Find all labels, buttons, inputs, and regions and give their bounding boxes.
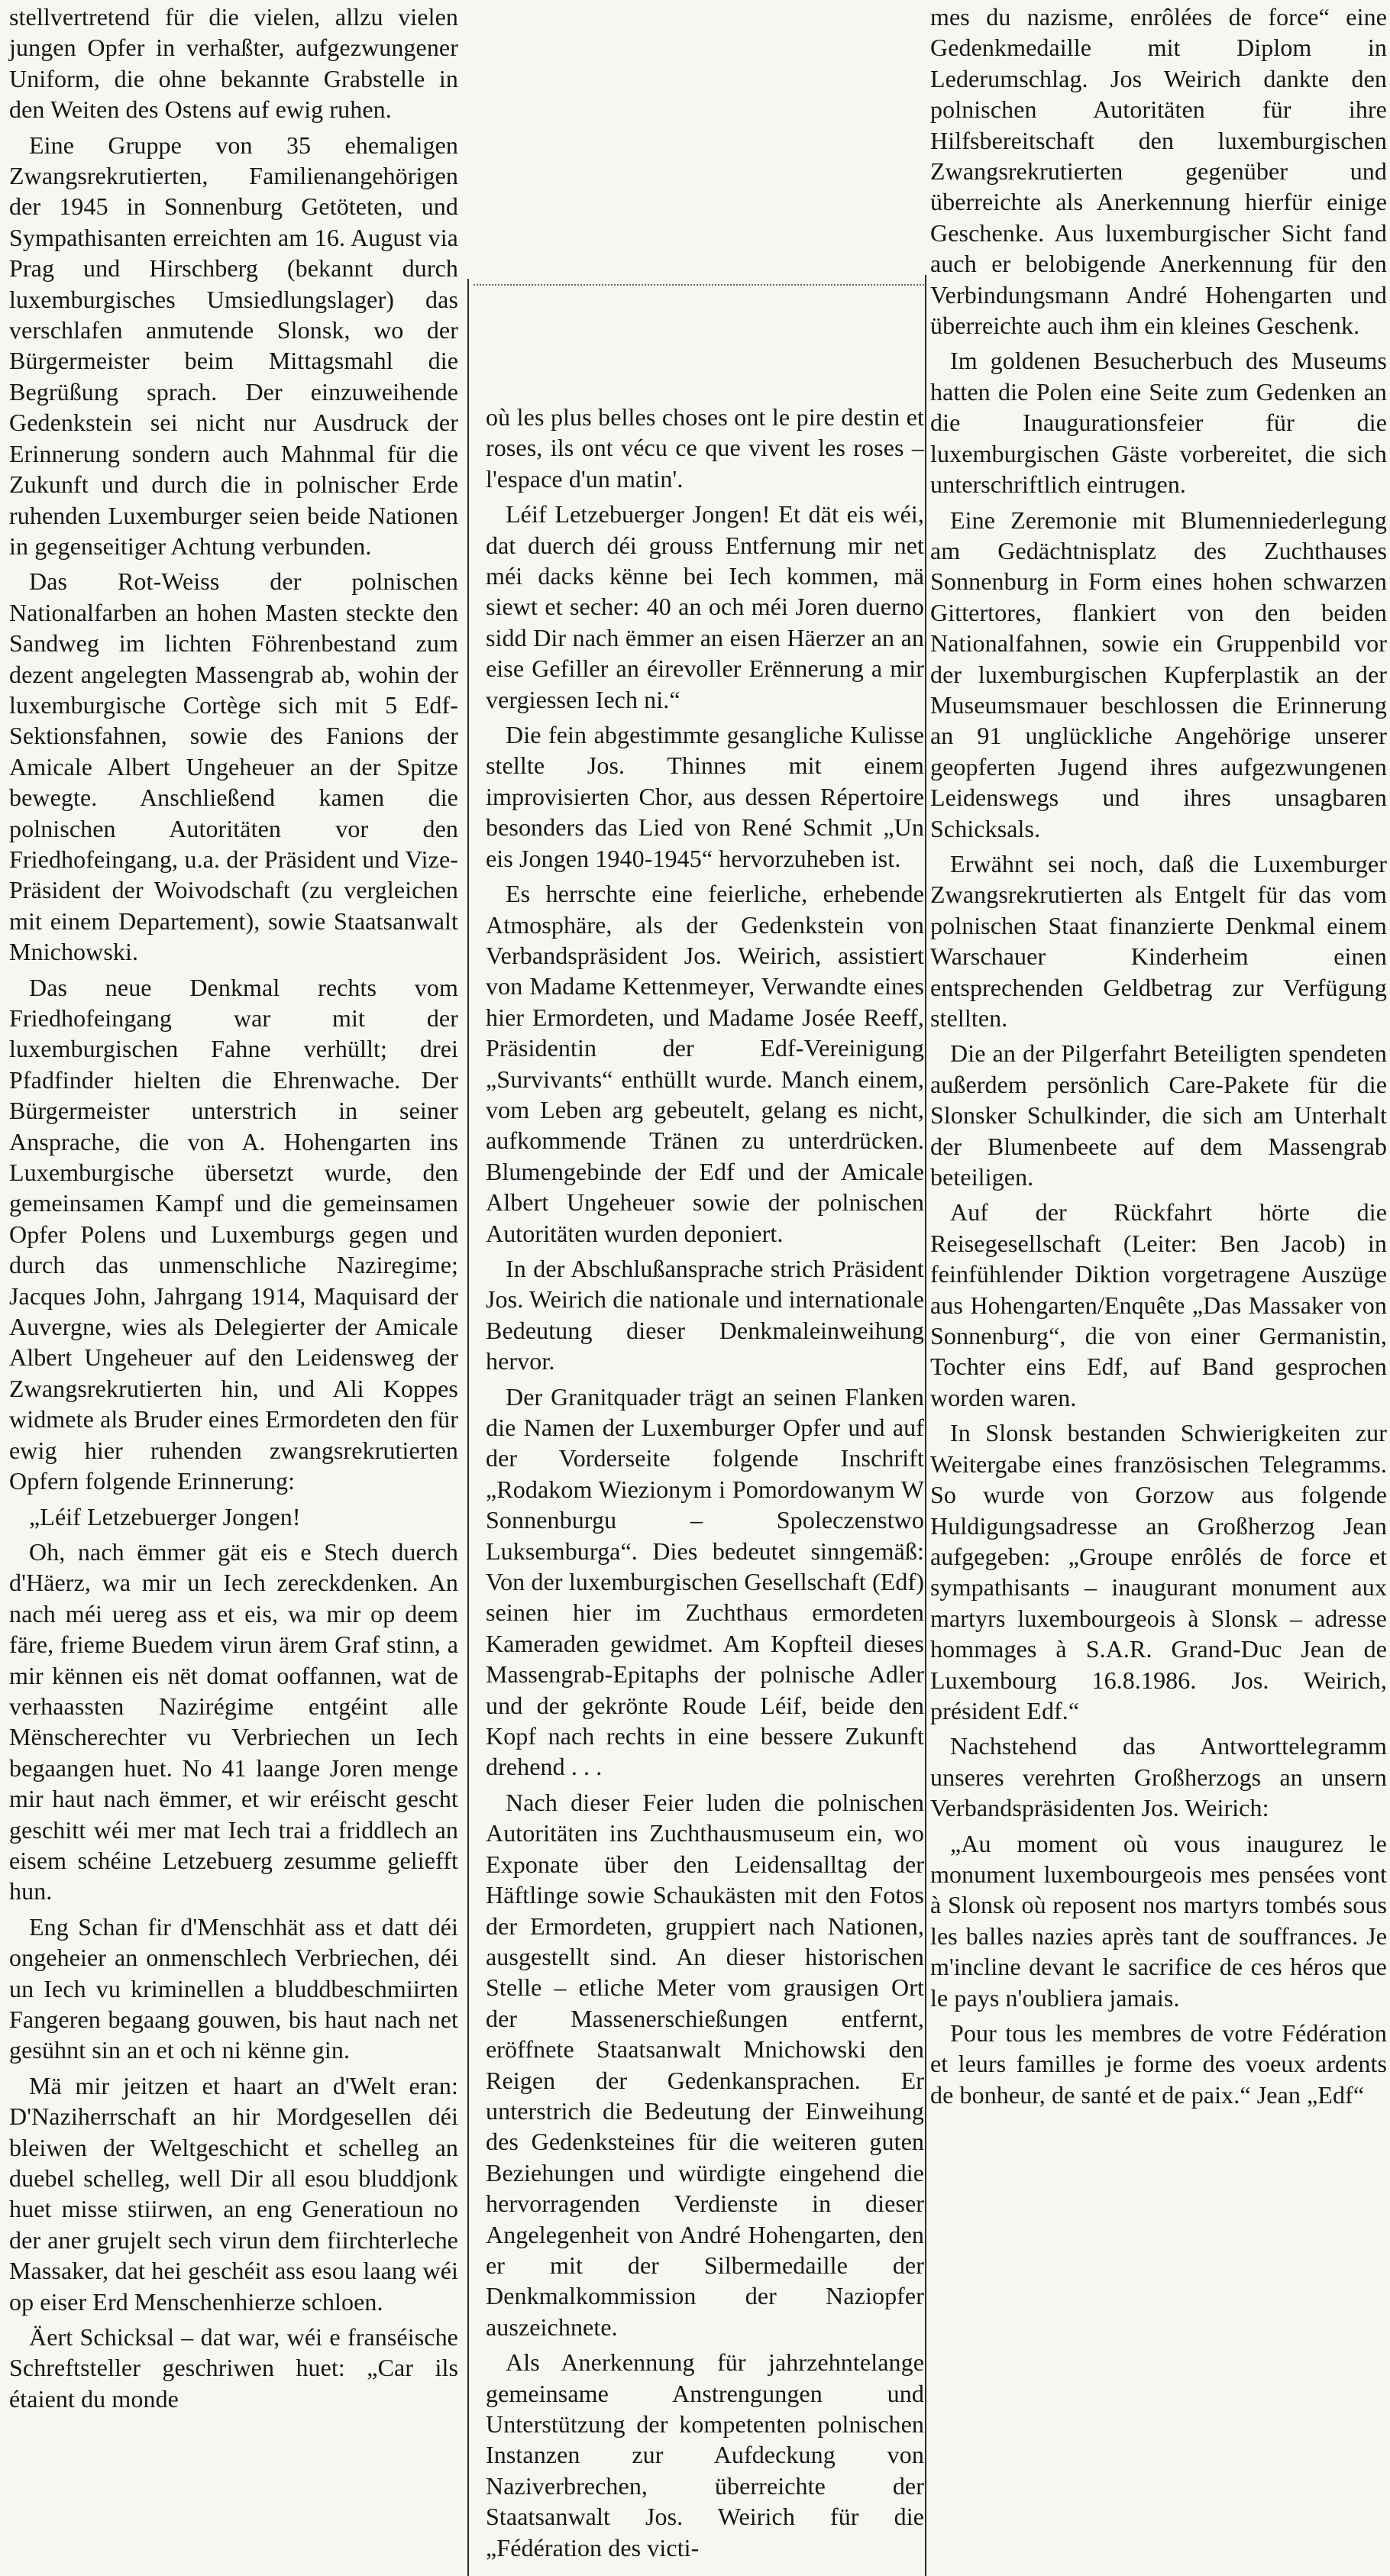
paragraph: Als Anerkennung für jahrzehntelange gemeinsame Anstrengungen und Unterstützung der kompetenten polnischen Instanzen zur Aufdeckung von Naziverbrechen, überreichte der Staatsanwalt Jos. Weirich für die „Fédération des victi- xyxy=(486,2348,924,2561)
paragraph: Die an der Pilgerfahrt Beteiligten spendeten außerdem persönlich Care-Pakete für die Slonsker Schulkinder, die sich am Unterhalt der Blumenbeete auf dem Massengrab beteiligen. xyxy=(930,1039,1387,1191)
article-column-3 xyxy=(930,2,1387,2115)
paragraph: Es herrschte eine feierliche, erhebende Atmosphäre, als der Gedenkstein von Verbandspräsident Jos. Weirich, assistiert von Madame Kettenmeyer, Verwandte eines hier Ermordeten, und Madame Josée Reeff, Präsidentin der Edf-Vereinigung „Survivants“ enthüllt wurde. Manch einem, vom Leben arg gebeutelt, gelang es nicht, aufkommende Tränen zu unterdrücken. Blumengebinde der Edf und der Amicale Albert Ungeheuer sowie der polnischen Autoritäten wurden deponiert. xyxy=(486,880,924,1247)
paragraph: Auf der Rückfahrt hörte die Reisegesellschaft (Leiter: Ben Jacob) in feinfühlender Diktion vorgetragene Auszüge aus Hohengarten/Enquête „Das Massaker von Sonnenburg“, die von einer Germanistin, Tochter eins Edf, auf Band gesprochen worden waren. xyxy=(930,1198,1387,1411)
paragraph: In der Abschlußansprache strich Präsident Jos. Weirich die nationale und internationale Bedeutung dieser Denkmaleinweihung hervor. xyxy=(486,1254,924,1375)
paragraph: Erwähnt sei noch, daß die Luxemburger Zwangsrekrutierten als Entgelt für das vom polnischen Staat finanzierte Denkmal einem Warschauer Kinderheim einen entsprechenden Geldbetrag zur Verfügung stellten. xyxy=(930,849,1387,1032)
article-column-2 xyxy=(486,402,924,2568)
column-top-rule xyxy=(474,284,924,286)
paragraph: Das Rot-Weiss der polnischen Nationalfarben an hohen Masten steckte den Sandweg im lichten Föhrenbestand zum dezent angelegten Massengrab ab, wohin der luxemburgische Cortège sich mit 5 Edf-Sektionsfahnen, sowie des Fanions der Amicale Albert Ungeheuer an der Spitze bewegte. Anschließend kamen die polnischen Autoritäten vor den Friedhofeingang, u.a. der Präsident und Vize-Präsident der Woivodschaft (zu vergleichen mit einem Departement), sowie Staatsanwalt Mnichowski. xyxy=(9,567,458,966)
paragraph: Mä mir jeitzen et haart an d'Welt eran: D'Naziherrschaft an hir Mordgesellen déi bleiwen der Weltgeschicht et schelleg an duebel schelleg, well Dir all esou bluddjonk huet misse stiirwen, an eng Generatioun no der aner grujelt sech virun dem fiirchterleche Massaker, dat hei geschéit ass esou laang wéi op eiser Erd Menschenhierze schloen. xyxy=(9,2071,458,2316)
paragraph: Das neue Denkmal rechts vom Friedhofeingang war mit der luxemburgischen Fahne verhüllt; drei Pfadfinder hielten die Ehrenwache. Der Bürgermeister unterstrich in seiner Ansprache, die von A. Hohengarten ins Luxemburgische übersetzt wurde, den gemeinsamen Kampf und die gemeinsamen Opfer Polens und Luxemburgs gegen und durch das unmenschliche Naziregime; Jacques John, Jahrgang 1914, Maquisard der Auvergne, wies als Delegierter der Amicale Albert Ungeheuer auf den Leidensweg der Zwangsrekrutierten hin, und Ali Koppes widmete als Bruder eines Ermordeten den für ewig hier ruhenden zwangsrekrutierten Opfern folgende Erinnerung: xyxy=(9,973,458,1495)
paragraph: Eine Zeremonie mit Blumenniederlegung am Gedächtnisplatz des Zuchthauses Sonnenburg in Form eines hohen schwarzen Gittertores, flankiert von den beiden Nationalfahnen, sowie ein Gruppenbild vor der luxemburgischen Kupferplastik an der Museumsmauer beschlossen die Erinnerung an 91 unglückliche Angehörige unserer geopferten Jugend ihres aufgezwungenen Leidenswegs und ihres unsagbaren Schicksals. xyxy=(930,506,1387,842)
paragraph: Pour tous les membres de votre Fédération et leurs familles je forme des voeux ardents de bonheur, de santé et de paix.“ Jean „Edf“ xyxy=(930,2019,1387,2109)
paragraph: „Au moment où vous inaugurez le monument luxembourgeois mes pensées vont à Slonsk où reposent nos martyrs tombés sous les balles nazies après tant de souffrances. Je m'incline devant le sacrifice de ces héros que le pays n'oubliera jamais. xyxy=(930,1829,1387,2012)
paragraph: Die fein abgestimmte gesangliche Kulisse stellte Jos. Thinnes mit einem improvisierten Chor, aus dessen Répertoire besonders das Lied von René Schmit „Un eis Jongen 1940-1945“ hervorzuheben ist. xyxy=(486,721,924,872)
paragraph: „Léif Letzebuerger Jongen! xyxy=(29,1502,301,1530)
paragraph: mes du nazisme, enrôlées de force“ eine Gedenkmedaille mit Diplom in Lederumschlag. Jos Weirich dankte den polnischen Autoritäten für ihre Hilfsbereitschaft den luxemburgischen Zwangsrekrutierten gegenüber und überreichte als Anerkennung hierfür einige Geschenke. Aus luxemburgischer Sicht fand auch er belobigende Anerkennung für den Verbindungsmann André Hohengarten und überreichte auch ihm ein kleines Geschenk. xyxy=(930,3,1387,340)
paragraph: Der Granitquader trägt an seinen Flanken die Namen der Luxemburger Opfer und auf der Vorderseite folgende Inschrift „Rodakom Wiezionym i Pomordowanym W Sonnenburgu – Spoleczenstwo Luksemburga“. Dies bedeutet sinngemäß: Von der luxemburgischen Gesellschaft (Edf) seinen hier im Zuchthaus ermordeten Kameraden gewidmet. Am Kopfteil dieses Massengrab-Epitaphs der polnische Adler und der gekrönte Roude Léif, beide den Kopf nach rechts in eine bessere Zukunft drehend . . . xyxy=(486,1382,924,1781)
paragraph: Eine Gruppe von 35 ehemaligen Zwangsrekrutierten, Familienangehörigen der 1945 in Sonnenburg Getöteten, und Sympathisanten erreichten am 16. August via Prag und Hirschberg (bekannt durch luxemburgisches Umsiedlungslager) das verschlafen anmutende Slonsk, wo der Bürgermeister beim Mittagsmahl die Begrüßung sprach. Der einzuweihende Gedenkstein sei nicht nur Ausdruck der Erinnerung sondern auch Mahnmal für die Zukunft und durch die in polnischer Erde ruhenden Luxemburger seien beide Nationen in gegenseitiger Achtung verbunden. xyxy=(9,131,458,560)
column-divider-right xyxy=(925,275,926,2576)
paragraph: Eng Schan fir d'Menschhät ass et datt déi ongeheier an onmenschlech Verbriechen, déi un Iech vu kriminellen a bluddbeschmiirten Fangeren begaang gouwen, bis haut nach net gesühnt sin an et och ni kënne gin. xyxy=(9,1912,458,2064)
paragraph: In Slonsk bestanden Schwierigkeiten zur Weitergabe eines französischen Telegramms. So wurde von Gorzow aus folgende Huldigungsadresse an Großherzog Jean aufgegeben: „Groupe enrôlés de force et sympathisants – inaugurant monument aux martyrs luxembourgeois à Slonsk – adresse hommages à S.A.R. Grand-Duc Jean de Luxembourg 16.8.1986. Jos. Weirich, président Edf.“ xyxy=(930,1419,1387,1724)
paragraph: Im goldenen Besucherbuch des Museums hatten die Polen eine Seite zum Gedenken an die Inaugurationsfeier für die luxemburgischen Gäste vorbereitet, die sich unterschriftlich eintrugen. xyxy=(930,347,1387,499)
column-divider-left xyxy=(467,279,469,2576)
article-column-1 xyxy=(9,2,458,2419)
paragraph: Léif Letzebuerger Jongen! Et dät eis wéi, dat duerch déi grouss Entfernung mir net méi dacks kënne bei Iech kommen, mä siewt et secher: 40 an och méi Joren duerno sidd Dir nach ëmmer an eisen Häerzer an an eise Gefiller an éirevoller Erënnerung a mir vergiessen Iech ni.“ xyxy=(486,500,924,713)
paragraph: Äert Schicksal – dat war, wéi e franséische Schreftsteller geschriwen huet: „Car ils étaient du monde xyxy=(9,2323,458,2413)
paragraph: Oh, nach ëmmer gät eis e Stech duerch d'Häerz, wa mir un Iech zereckdenken. An nach méi uereg ass et eis, wa mir op deem färe, frieme Buedem virun ärem Graf stinn, a mir kënnen eis nët domat ooffannen, wat de verhaassten Nazirégime entgéint alle Mënscherechter vu Verbriechen un Iech begaangen huet. No 41 laange Joren menge mir haut nach ëmmer, et wir eréischt gescht geschitt wéi mer mat Iech trai a friddlech an eisem schéine Letzebuerg zesumme geliefft hun. xyxy=(9,1537,458,1905)
paragraph: Nach dieser Feier luden die polnischen Autoritäten ins Zuchthausmuseum ein, wo Exponate über den Leidensalltag der Häftlinge sowie Schaukästen mit den Fotos der Ermordeten, gruppiert nach Nationen, ausgestellt sind. An dieser historischen Stelle – etliche Meter vom grausigen Ort der Massenerschießungen entfernt, eröffnete Staatsanwalt Mnichowski den Reigen der Gedenkansprachen. Er unterstrich die Bedeutung der Einweihung des Gedenksteines für die weiteren guten Beziehungen und würdigte eingehend die hervorragenden Verdienste in dieser Angelegenheit von André Hohengarten, den er mit der Silbermedaille der Denkmalkommission der Naziopfer auszeichnete. xyxy=(486,1788,924,2341)
paragraph: stellvertretend für die vielen, allzu vielen jungen Opfer in verhaßter, aufgezwungener Uniform, die ohne bekannte Grabstelle in den Weiten des Ostens auf ewig ruhen. xyxy=(9,3,458,124)
paragraph: où les plus belles choses ont le pire destin et roses, ils ont vécu ce que vivent les roses – l'espace d'un matin'. xyxy=(486,403,924,493)
paragraph: Nachstehend das Antworttelegramm unseres verehrten Großherzogs an unsern Verbandspräsidenten Jos. Weirich: xyxy=(930,1732,1387,1822)
